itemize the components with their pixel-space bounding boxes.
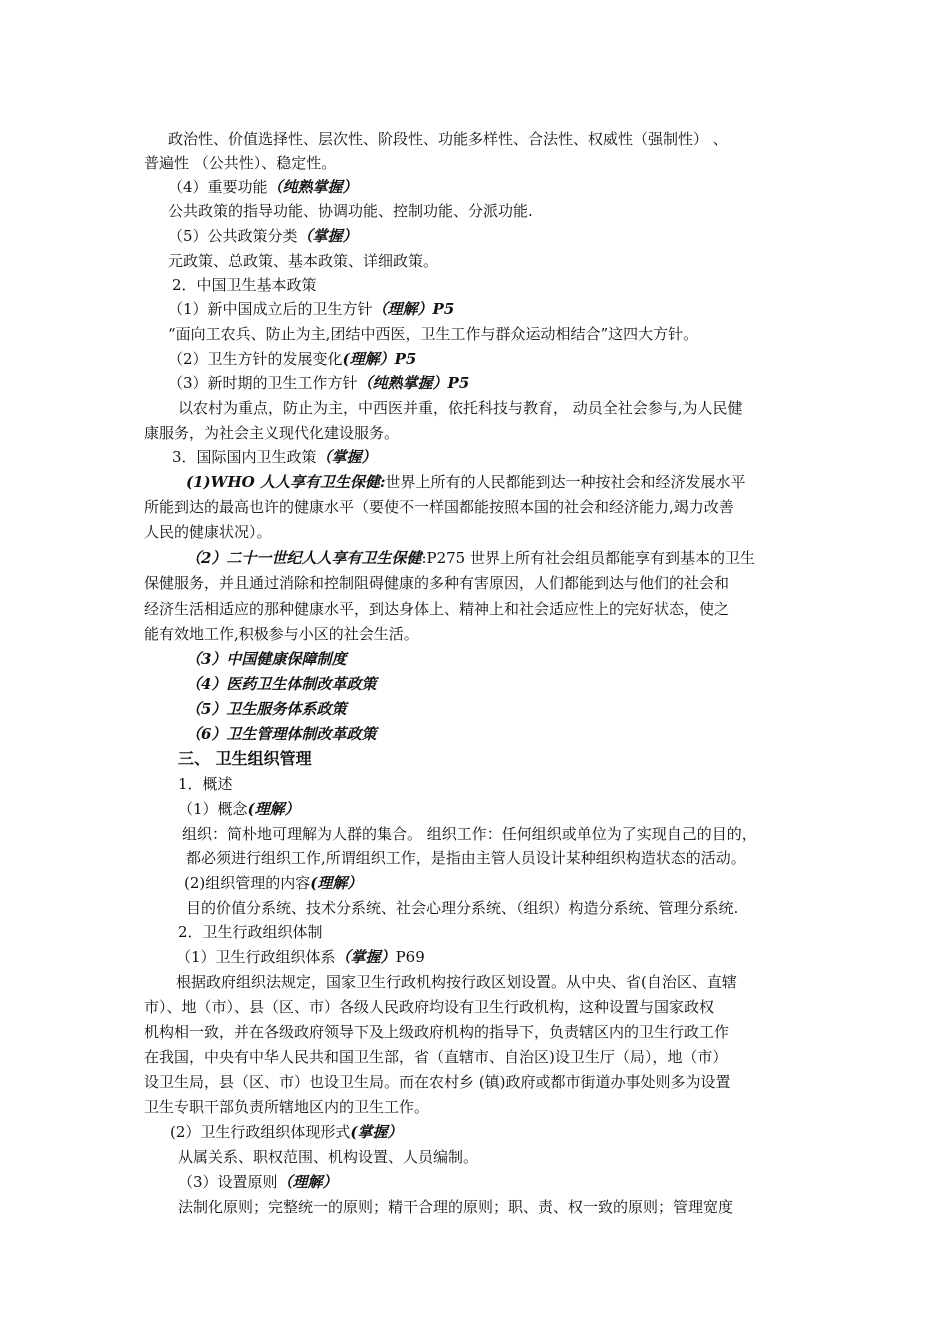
- text-line: [186, 648, 346, 670]
- text-line: 都必须进行组织工作,所谓组织工作，是指由主管人员设计某种组织构造状态的活动。: [186, 849, 746, 867]
- text-line: 在我国，中央有中华人民共和国卫生部，省（直辖市、自治区)设卫生厅（局），地（市）: [144, 1048, 728, 1066]
- text-line: 康服务，为社会主义现代化建设服务。: [144, 424, 400, 442]
- text-line: 设卫生局，县（区、市）也设卫生局。而在农村乡 (镇)政府或都市街道办事处则多为设置: [144, 1073, 731, 1091]
- text-line: 目的价值分系统、技术分系统、社会心理分系统、（组织）构造分系统、管理分系统.: [186, 899, 739, 917]
- emphasis-text: （2）二十一世纪人人享有卫生保健: [186, 549, 422, 567]
- emphasis-text: (理解）P5: [342, 350, 417, 368]
- emphasis-text: (理解）: [247, 800, 300, 818]
- text-line: 法制化原则；完整统一的原则；精干合理的原则；职、责、权一致的原则；管理宽度: [178, 1198, 734, 1216]
- text-line: 能有效地工作,积极参与小区的社会生活。: [144, 625, 419, 643]
- text-line: （4）重要功能（纯熟掌握）: [168, 178, 358, 196]
- text-line: 普遍性 （公共性）、稳定性。: [144, 154, 337, 172]
- text-line: [186, 673, 376, 695]
- emphasis-text: (1)WHO 人人享有卫生保健:: [186, 473, 386, 491]
- text-line: 市）、地（市）、县（区、市）各级人民政府均设有卫生行政机构，这种设置与国家政权: [144, 998, 715, 1016]
- section-heading: 2．中国卫生基本政策: [172, 276, 317, 294]
- section-heading: 3．国际国内卫生政策（掌握）: [172, 448, 377, 466]
- text-line: （1）卫生行政组织体系（掌握）P69: [176, 948, 425, 966]
- text-line: (1)WHO 人人享有卫生保健:世界上所有的人民都能到达一种按社会和经济发展水平: [186, 473, 746, 491]
- text-line: （3）设置原则（理解）: [178, 1173, 338, 1191]
- emphasis-text: （理解）: [277, 1173, 338, 1191]
- emphasis-text: （理解）P5: [372, 300, 455, 318]
- emphasis-text: （纯熟掌握）: [267, 178, 358, 196]
- emphasis-text: （掌握）: [316, 448, 377, 466]
- text-line: (2）卫生行政组织体现形式(掌握）: [170, 1123, 403, 1141]
- text-line: 保健服务，并且通过消除和控制阻碍健康的多种有害原因，人们都能到达与他们的社会和: [144, 574, 730, 592]
- text-line: 人民的健康状况）。: [144, 523, 272, 541]
- text-line: 从属关系、职权范围、机构设置、人员编制。: [178, 1148, 479, 1166]
- text-line: （1）新中国成立后的卫生方针（理解）P5: [168, 300, 455, 318]
- emphasis-text: （掌握）: [335, 948, 396, 966]
- text-line: 经济生活相适应的那种健康水平，到达身体上、精神上和社会适应性上的完好状态，使之: [144, 600, 730, 618]
- emphasis-text: （6）卫生管理体制改革政策: [186, 725, 377, 743]
- text-line: 所能到达的最高也许的健康水平（要使不一样国都能按照本国的社会和经济能力,竭力改善: [144, 498, 734, 516]
- text-line: （5）公共政策分类（掌握）: [168, 227, 358, 245]
- text-line: [186, 698, 346, 720]
- section-heading: 1．概述: [178, 775, 233, 793]
- text-line: 根据政府组织法规定，国家卫生行政机构按行政区划设置。从中央、省(自治区、直辖: [176, 973, 737, 991]
- text-line: 元政策、总政策、基本政策、详细政策。: [168, 252, 439, 270]
- text-line: （2）卫生方针的发展变化(理解）P5: [168, 350, 417, 368]
- text-line: [186, 723, 376, 745]
- emphasis-text: （纯熟掌握）P5: [357, 374, 470, 392]
- text-line: （1）概念(理解）: [178, 800, 300, 818]
- section-heading: 2．卫生行政组织体制: [178, 923, 323, 941]
- text-line: 以农村为重点，防止为主，中西医并重，依托科技与教育， 动员全社会参与,为人民健: [178, 399, 743, 417]
- chapter-heading: 三、 卫生组织管理: [178, 749, 312, 768]
- text-line: 政治性、价值选择性、层次性、阶段性、功能多样性、合法性、权威性（强制性） 、: [168, 130, 728, 148]
- emphasis-text: （4）医药卫生体制改革政策: [186, 675, 377, 693]
- text-line: 机构相一致，并在各级政府领导下及上级政府机构的指导下，负责辖区内的卫生行政工作: [144, 1023, 730, 1041]
- text-line: 公共政策的指导功能、协调功能、控制功能、分派功能.: [168, 202, 533, 220]
- emphasis-text: （掌握）: [297, 227, 358, 245]
- text-line: （2）二十一世纪人人享有卫生保健:P275 世界上所有社会组员都能享有到基本的卫生: [186, 549, 756, 567]
- text-line: （3）新时期的卫生工作方针（纯熟掌握）P5: [168, 374, 470, 392]
- text-line: “面向工农兵、防止为主,团结中西医，卫生工作与群众运动相结合”这四大方针。: [168, 325, 699, 343]
- emphasis-text: （5）卫生服务体系政策: [186, 700, 347, 718]
- text-line: 卫生专职干部负责所辖地区内的卫生工作。: [144, 1098, 430, 1116]
- text-line: 组织：简朴地可理解为人群的集合。 组织工作：任何组织或单位为了实现自己的目的，: [182, 825, 757, 843]
- emphasis-text: （3）中国健康保障制度: [186, 650, 347, 668]
- emphasis-text: (掌握）: [350, 1123, 403, 1141]
- text-line: (2)组织管理的内容(理解）: [184, 874, 363, 892]
- emphasis-text: (理解）: [310, 874, 363, 892]
